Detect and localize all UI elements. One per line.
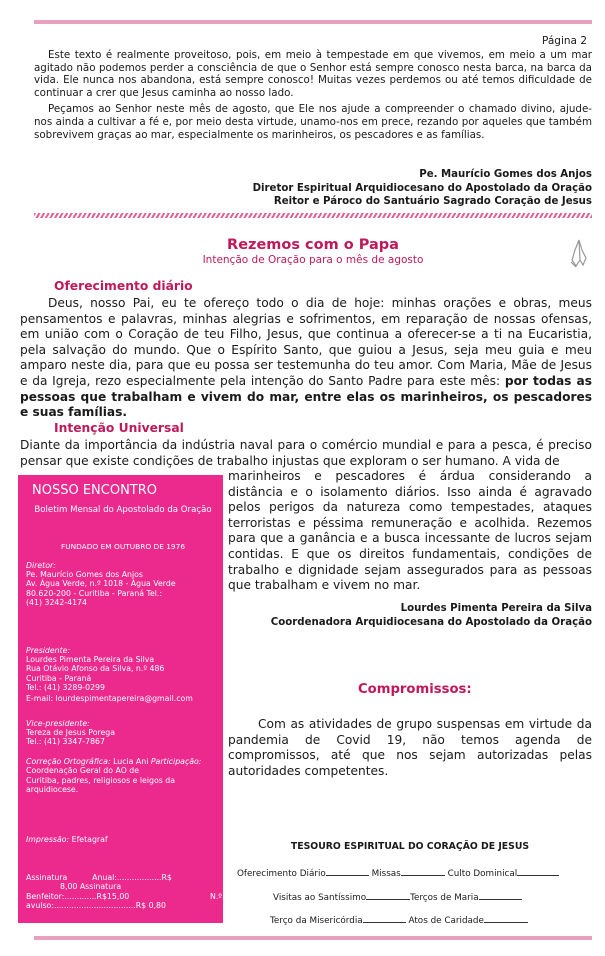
praying-hands-icon	[567, 238, 591, 272]
print-block	[26, 835, 108, 844]
treasure-mercy-chaplet: Terço da Misericórdia	[270, 916, 363, 926]
subscription-line-4: avulso:.................................R$ 0,80	[26, 900, 166, 910]
participation-line-2: Curitiba, padres, religiosos e leigos da	[26, 775, 176, 785]
signature-name-2: Lourdes Pimenta Pereira da Silva	[400, 603, 592, 614]
treasure-title: TESOURO ESPIRITUAL DO CORAÇÃO DE JESUS	[290, 841, 530, 852]
treasure-row-2	[273, 890, 522, 903]
subscription-number-label: N.º	[210, 891, 222, 901]
treasure-row-3	[270, 913, 528, 926]
president-line-2: Rua Otávio Afonso da Silva, n.º 486	[26, 664, 165, 674]
treasure-daily-offering: Oferecimento Diário	[237, 869, 326, 879]
director-label: Diretor:	[26, 561, 56, 570]
universal-heading: Intenção Universal	[54, 421, 184, 435]
signature-role-3: Coordenadora Arquidiocesana do Apostolado da Oração	[270, 616, 592, 628]
vice-line-1: Tereza de Jesus Porega	[26, 728, 116, 737]
signature-director	[200, 168, 592, 209]
participation-line-1: Coordenação Geral do AO de	[26, 766, 140, 776]
director-line-3: 80.620-200 - Curitiba - Paraná Tel.:	[26, 588, 163, 598]
commitments-heading: Compromissos:	[358, 682, 472, 697]
signature-role-2: Reitor e Pároco do Santuário Sagrado Coração de Jesus	[273, 196, 592, 207]
pray-subtitle: Intenção de Oração para o mês de agosto	[202, 254, 424, 266]
vice-label: Vice-presidente:	[26, 719, 90, 728]
masthead-subtitle: Boletim Mensal do Apostolado da Oração	[34, 505, 212, 515]
president-line-1: Lourdes Pimenta Pereira da Silva	[26, 655, 155, 664]
universal-text-right: marinheiros e pescadores é árdua considerando a distância e o isolamento diários. Isso ainda é agravado pelos perigos da natureza como tempestades, ataques terroristas e péssima remuneração e acolhida. Rezemos para que a ganância e a busca incessante de lucros sejam contidas. E que os direitos fundamentais, condições de trabalho e dignidade sejam assegurados para as pessoas que trabalham e vivem no mar.	[228, 469, 592, 593]
commitments-text: Com as atividades de grupo suspensas em virtude da pandemia de Covid 19, não temos agenda de compromissos, até que nos sejam autorizadas pelas autoridades competentes.	[228, 717, 592, 778]
treasure-visits: Visitas ao Santíssimo	[273, 893, 367, 903]
masthead-title: NOSSO ENCONTRO	[32, 483, 158, 498]
intro-text	[34, 49, 592, 141]
subscription-line-2: 8,00 Assinatura	[60, 882, 122, 892]
signature-coordinator	[228, 602, 592, 629]
correction-block	[26, 757, 224, 794]
treasure-charity: Atos de Caridade	[408, 916, 484, 926]
director-block	[26, 561, 222, 607]
president-block	[26, 646, 222, 703]
participation-label: Participação:	[150, 757, 202, 766]
president-label: Presidente:	[26, 646, 71, 655]
treasure-masses: Missas	[371, 869, 401, 879]
director-line-1: Pe. Maurício Gomes dos Anjos	[26, 570, 143, 579]
offering-heading: Oferecimento diário	[54, 279, 193, 293]
correction-name: Lucia Ani	[113, 757, 149, 766]
offering-body	[20, 296, 592, 421]
intro-paragraph-1: Este texto é realmente proveitoso, pois, em meio à tempestade em que vivemos, em meio a um mar agitado não podemos perder a consciência de que o Senhor está sempre conosco nesta barca, na barca da vida. Ele nunca nos abandona, está sempre conosco! Muitas vezes perdemos ou até temos dificuldade de continuar a crer que Jesus caminha ao nosso lado.	[34, 49, 592, 99]
president-line-5: E-mail: lourdespimentapereira@gmail.com	[26, 694, 193, 704]
director-line-2: Av. Água Verde, n.º 1018 - Água Verde	[26, 579, 176, 589]
pray-header	[34, 237, 592, 266]
print-value: Efetagraf	[71, 835, 108, 844]
president-line-3: Curitiba - Paraná	[26, 673, 92, 683]
pray-title: Rezemos com o Papa	[227, 237, 399, 253]
offering-text: Deus, nosso Pai, eu te ofereço todo o dia de hoje: minhas orações e obras, meus pensamentos e palavras, minhas alegrias e sofrimentos, em reparação de nossas ofensas, em união com o Coração de teu Filho, Jesus, que continua a oferecer-se a ti na Eucaristia, pela salvação do mundo. Que o Espírito Santo, que guiou a Jesus, seja meu guia e meu amparo neste dia, para que eu possa ser testemunha do teu amor. Com Maria, Mãe de Jesus e da Igreja, rezo especialmente pela intenção do Santo Padre para este mês:	[20, 296, 592, 388]
signature-role-1: Diretor Espiritual Arquidiocesano do Apostolado da Oração	[252, 182, 592, 194]
section-divider	[34, 213, 592, 218]
signature-name: Pe. Maurício Gomes dos Anjos	[419, 169, 592, 180]
treasure-row-1	[237, 866, 559, 879]
page-number: Página 2	[542, 35, 587, 47]
vice-block	[26, 719, 222, 747]
universal-text-column	[228, 469, 592, 594]
subscription-block	[26, 873, 222, 910]
subscription-line-3: Benfeitor:.............R$15,00	[26, 891, 130, 901]
director-line-4: (41) 3242-4174	[26, 597, 87, 607]
participation-line-3: arquidiocese.	[26, 784, 79, 794]
print-label: Impressão:	[26, 835, 70, 844]
universal-text-top: Diante da importância da indústria naval para o comércio mundial e para a pesca, é preciso pensar que existe condições de trabalho injustas que exploram o ser humano. A vida de	[20, 438, 592, 468]
bottom-border	[34, 936, 592, 940]
president-line-4: Tel.: (41) 3289-0299	[26, 682, 105, 692]
masthead-box	[18, 475, 223, 923]
subscription-line-1: Assinatura Anual:..................R$	[26, 873, 172, 882]
correction-label: Correção Ortográfica:	[26, 757, 111, 766]
masthead-founded: FUNDADO EM OUTUBRO DE 1976	[60, 542, 186, 551]
treasure-rosaries: Terços de Maria	[410, 893, 479, 903]
intro-paragraph-2: Peçamos ao Senhor neste mês de agosto, que Ele nos ajude a compreender o chamado divino, ajude-nos ainda a cultivar a fé e, por meio desta virtude, unamo-nos em prece, rezando por aqueles que também sobrevivem graças ao mar, especialmente os marinheiros, os pescadores e as famílias.	[34, 103, 592, 141]
universal-text-full	[20, 438, 592, 469]
treasure-sunday-worship: Culto Dominical	[447, 869, 518, 879]
top-border	[34, 20, 592, 24]
vice-line-2: Tel.: (41) 3347-7867	[26, 737, 105, 747]
commitments-body	[228, 717, 592, 779]
offering-intention: por todas as pessoas que trabalham e vivem do mar, entre elas os marinheiros, os pescadores e suas famílias.	[20, 373, 592, 420]
